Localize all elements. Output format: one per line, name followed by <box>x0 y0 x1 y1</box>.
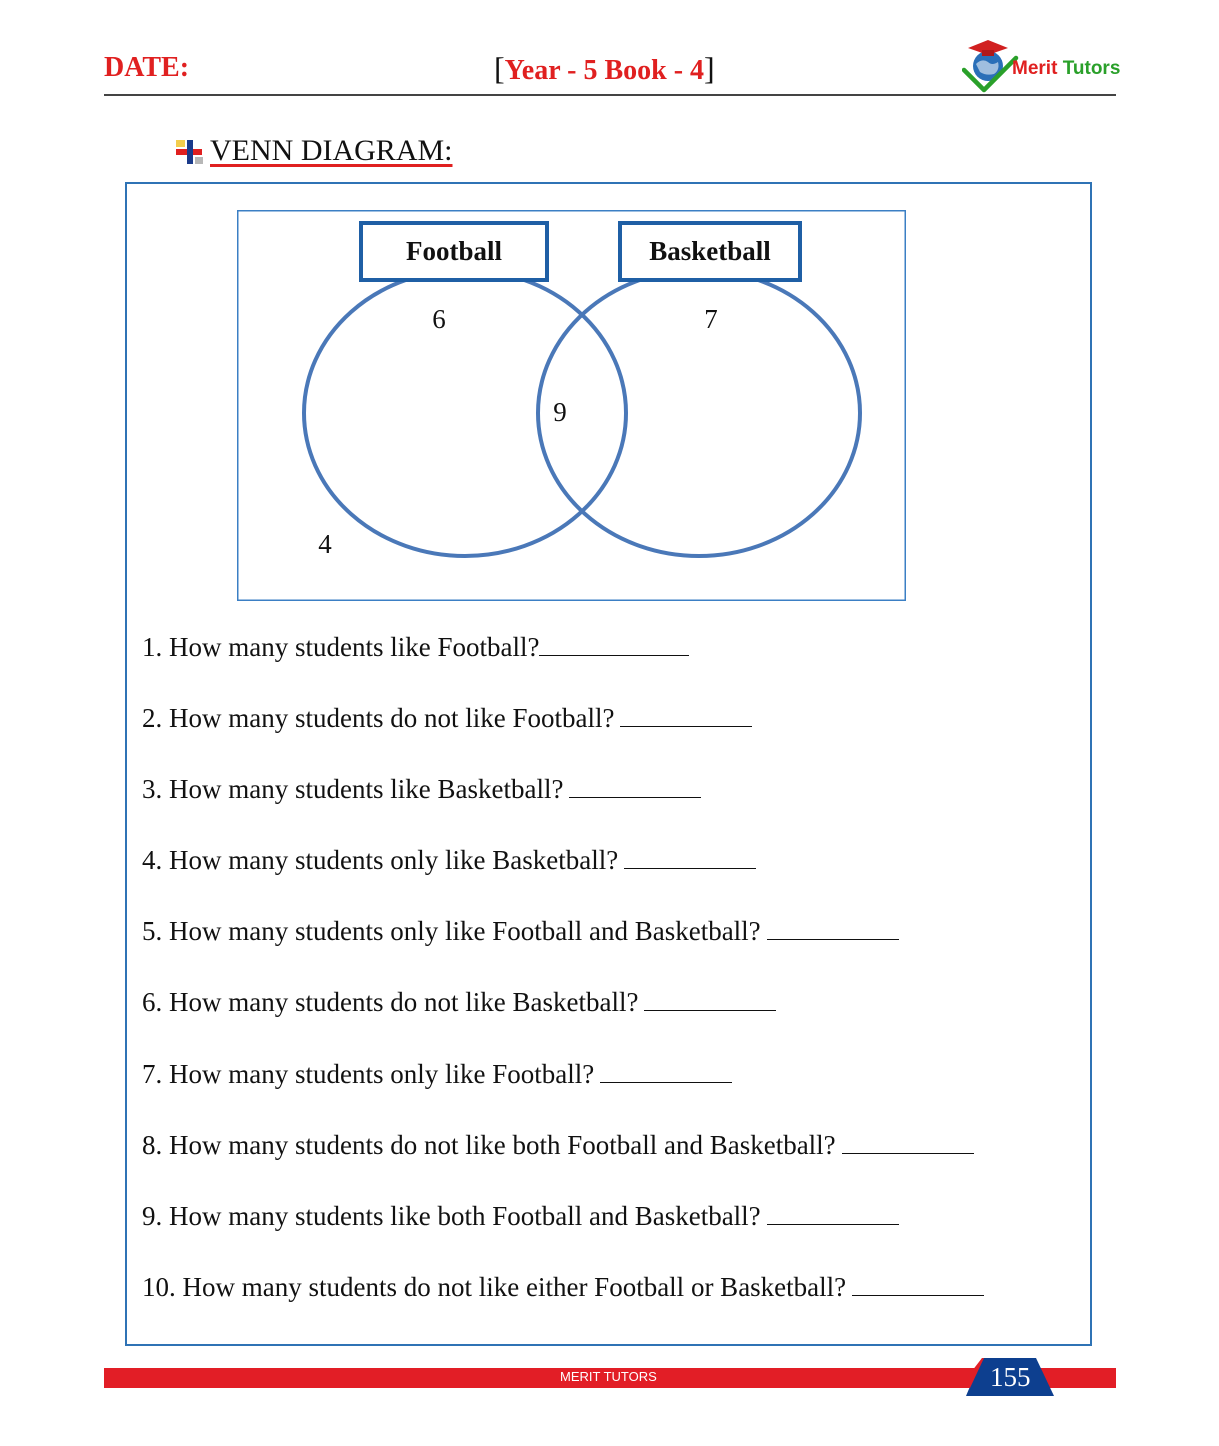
answer-blank-6[interactable] <box>644 1009 776 1011</box>
logo-merit: Merit <box>1012 58 1058 79</box>
both-count: 9 <box>553 397 567 427</box>
question-10 <box>142 1272 984 1303</box>
question-7 <box>142 1059 732 1090</box>
bracket-open: [ <box>494 50 505 86</box>
logo-text <box>1012 58 1120 80</box>
bracket-close: ] <box>704 50 715 86</box>
question-5 <box>142 916 899 947</box>
logo-tutors: Tutors <box>1062 58 1121 79</box>
question-8 <box>142 1130 974 1161</box>
question-text: 1. How many students like Football? <box>142 632 540 662</box>
answer-blank-3[interactable] <box>569 796 701 798</box>
only-basketball-count: 7 <box>704 304 718 334</box>
answer-blank-8[interactable] <box>842 1152 974 1154</box>
question-3 <box>142 774 701 805</box>
section-title: VENN DIAGRAM: <box>210 134 453 167</box>
basketball-label: Basketball <box>649 236 771 266</box>
book-title-text: Year - 5 Book - 4 <box>504 55 705 86</box>
plus-bullet-icon <box>176 140 204 164</box>
question-text: 10. How many students do not like either Football or Basketball? <box>142 1272 847 1302</box>
football-label: Football <box>405 236 503 266</box>
only-football-count: 6 <box>432 304 446 334</box>
question-text: 8. How many students do not like both Football and Basketball? <box>142 1130 836 1160</box>
football-circle <box>304 270 626 556</box>
question-2 <box>142 703 752 734</box>
page-number: 155 <box>990 1362 1031 1392</box>
question-4 <box>142 845 756 876</box>
question-1 <box>142 632 689 663</box>
question-text: 5. How many students only like Football and Basketball? <box>142 916 761 946</box>
footer-brand: MERIT TUTORS <box>560 1369 657 1384</box>
answer-blank-5[interactable] <box>767 938 899 940</box>
question-text: 6. How many students do not like Basketball? <box>142 987 639 1017</box>
question-text: 9. How many students like both Football and Basketball? <box>142 1201 761 1231</box>
question-9 <box>142 1201 899 1232</box>
header-rule <box>104 94 1116 96</box>
universal-set-box <box>238 211 906 601</box>
neither-count: 4 <box>318 529 332 559</box>
answer-blank-9[interactable] <box>767 1223 899 1225</box>
question-text: 4. How many students only like Basketball? <box>142 845 619 875</box>
answer-blank-10[interactable] <box>852 1294 984 1296</box>
answer-blank-4[interactable] <box>624 867 756 869</box>
question-text: 3. How many students like Basketball? <box>142 774 564 804</box>
question-text: 2. How many students do not like Football? <box>142 703 615 733</box>
basketball-circle <box>538 270 860 556</box>
book-title <box>494 50 715 87</box>
answer-blank-1[interactable] <box>539 654 689 656</box>
venn-diagram <box>237 210 906 601</box>
question-text: 7. How many students only like Football? <box>142 1059 595 1089</box>
question-6 <box>142 987 776 1018</box>
answer-blank-2[interactable] <box>620 725 752 727</box>
date-label: DATE: <box>104 52 190 83</box>
answer-blank-7[interactable] <box>600 1081 732 1083</box>
